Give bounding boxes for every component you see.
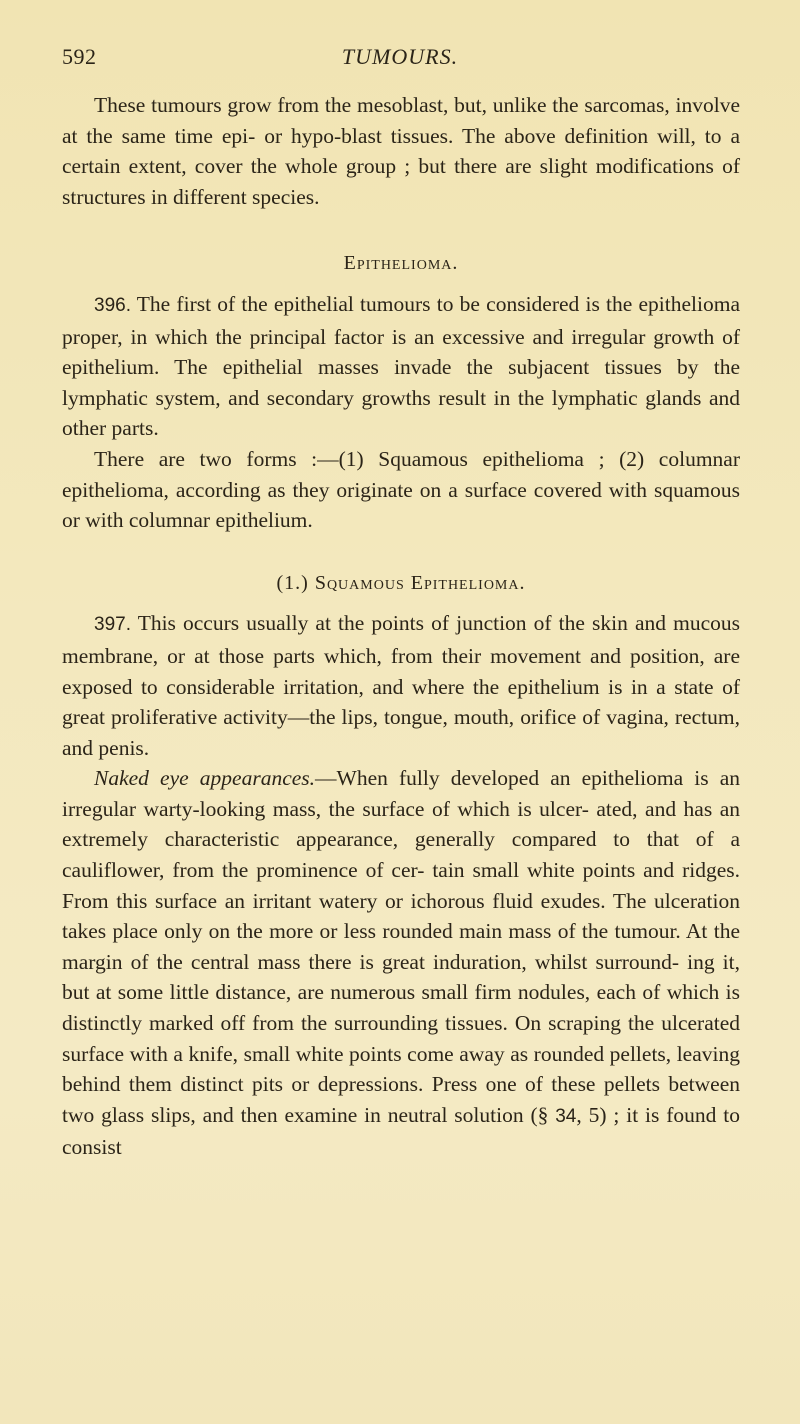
paragraph-396 — [62, 289, 740, 444]
section-heading-squamous-epithelioma: (1.) Squamous Epithelioma. — [276, 571, 526, 594]
paragraph-number-397: 397. — [94, 614, 131, 636]
page-header — [62, 44, 738, 74]
running-head: TUMOURS. — [341, 44, 459, 69]
paragraph-number-396: 396. — [94, 294, 131, 316]
intro-paragraph: These tumours grow from the mesoblast, but, unlike the sarcomas, involve at the same time epi- or hypo-blast tissues. The above definition will, to a certain extent, cover the whole group ; but there are slight modifications of structures in different species. — [62, 93, 740, 209]
paragraph-397 — [62, 608, 740, 763]
section-heading-epithelioma: Epithelioma. — [343, 252, 459, 275]
page-body — [62, 90, 740, 1163]
paragraph-397-text: This occurs usually at the points of junction of the skin and mucous membrane, or at those parts which, from their movement and position, are exposed to considerable irritation, and where the epithelium is in a state of great proliferative activity—the lips, tongue, mouth, orifice of vagina, rectum, and penis. — [62, 611, 740, 760]
paragraph-naked-eye — [62, 763, 740, 1163]
paragraph-forms: There are two forms :—(1) Squamous epithelioma ; (2) columnar epithelioma, according as they originate on a surface covered with squamous or with columnar epithelium. — [62, 446, 740, 533]
naked-eye-label: Naked eye appearances. — [94, 766, 316, 791]
naked-eye-text-b: , 5) ; it is found to consist — [62, 1102, 740, 1160]
paragraph-396-text: The first of the epithelial tumours to be considered is the epithelioma proper, in which the principal factor is an excessive and irregular growth of epithelium. The epithelial masses invade the subjacent tissues by the lymphatic system, and secondary growths result in the lymphatic glands and other parts. — [62, 291, 740, 441]
naked-eye-text-a: —When fully developed an epithelioma is an irregular warty-looking mass, the surface of which is ulcer- ated, and has an extremely characteristic appearance, generally compared to that of a cauliflower, from the prominence of cer- tain small white points and ridges. From this surface an irritant watery or ichorous fluid exudes. The ulceration takes place only on the more or less rounded main mass of the tumour. At the margin of the central mass there is great induration, whilst surround- ing it, but at some little distance, are numerous small firm nodules, each of which is distinctly marked off from the surrounding tissues. On scraping the ulcerated surface with a knife, small white points come away as rounded pellets, leaving behind them distinct pits or depressions. Press one of these pellets between two glass slips, and then examine in neutral solution (§ — [62, 766, 740, 1127]
section-reference-number: 34 — [555, 1105, 577, 1127]
page-number: 592 — [62, 44, 97, 69]
